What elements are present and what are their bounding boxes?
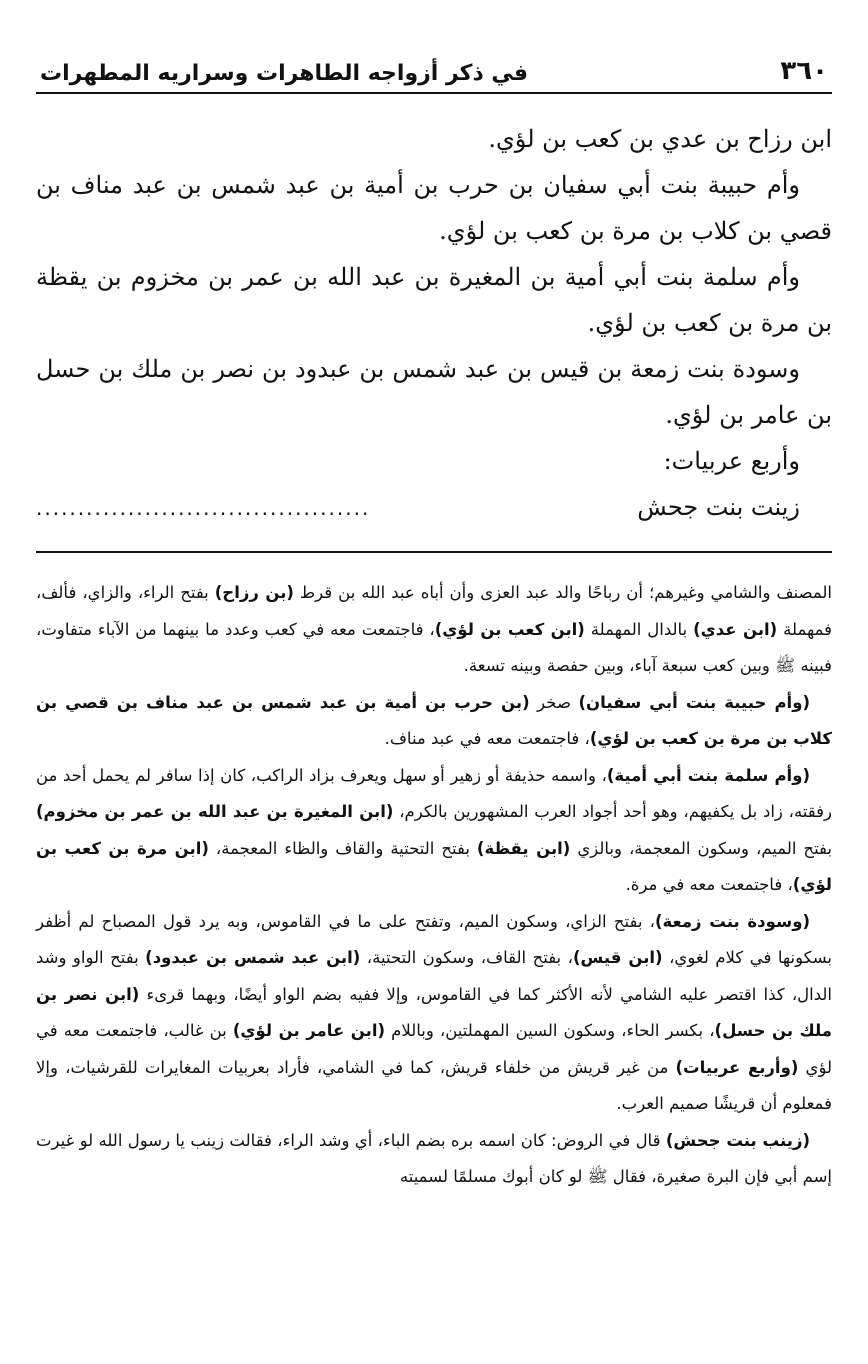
commentary-term: (ابن المغيرة بن عبد الله بن عمر بن مخزوم) <box>36 802 394 821</box>
commentary-term: (ابن مرة بن كعب بن لؤي) <box>36 838 832 894</box>
commentary-term: (ابن يقظة) <box>476 838 571 858</box>
commentary-text: ، فاجتمعت معه في مرة. <box>625 875 793 894</box>
commentary-paragraph <box>36 1123 832 1196</box>
commentary-text: بفتح الميم، وسكون المعجمة، وبالزي <box>570 838 832 858</box>
commentary-paragraph <box>36 685 832 758</box>
commentary-term: (زينب بنت جحش) <box>665 1130 810 1150</box>
commentary-text: بفتح الراء، والزاي، فألف، فمهملة <box>36 583 833 639</box>
commentary-text: بالدال المهملة <box>584 619 694 639</box>
commentary-term: (وأم سلمة بنت أبي أمية) <box>606 765 810 785</box>
commentary-paragraph <box>36 904 832 1123</box>
commentary-text: بن غالب، فاجتمعت معه في لؤي <box>36 1021 832 1077</box>
continuation-dots: ........................................ <box>36 496 371 520</box>
commentary <box>36 575 832 1196</box>
header-rule <box>36 92 832 94</box>
commentary-term: (ابن نصر بن ملك بن حسل) <box>36 984 833 1040</box>
commentary-text: من غير قريش من خلفاء قريش، كما في الشامي، فأراد بعربيات المغايرات للقرشيات، وإلا فمعلوم أن قريشًا صميم العرب. <box>36 1057 832 1113</box>
main-paragraph: ابن رزاح بن عدي بن كعب بن لؤي. <box>488 125 832 153</box>
commentary-text: ، بفتح القاف، وسكون التحتية، <box>360 948 573 967</box>
main-text <box>36 116 832 531</box>
main-paragraph: وأم حبيبة بنت أبي سفيان بن حرب بن أمية بن عبد شمس بن عبد مناف بن قصي بن كلاب بن مرة بن كعب بن لؤي. <box>36 171 832 245</box>
footnote-rule <box>36 551 832 553</box>
running-title: في ذكر أزواجه الطاهرات وسراريه المطهرات <box>40 61 529 86</box>
commentary-term: (ابن عدي) <box>693 619 778 639</box>
commentary-text: ، بفتح الزاي، وسكون الميم، وتفتح على ما في القاموس، وبه يرد قول المصباح لم أظفر بسكونها في كلام لغوي، <box>36 911 833 967</box>
commentary-text: ، فاجتمعت معه في عبد مناف. <box>384 729 590 748</box>
commentary-term: (ابن قيس) <box>572 948 663 967</box>
main-paragraph: وسودة بنت زمعة بن قيس بن عبد شمس بن عبدود بن نصر بن ملك بن حسل بن عامر بن لؤي. <box>36 355 832 429</box>
commentary-term: (ابن كعب بن لؤي) <box>434 619 585 639</box>
main-paragraph: وأربع عربيات: <box>663 447 800 475</box>
commentary-term: (وسودة بنت زمعة) <box>654 911 810 931</box>
commentary-term: (ابن عبد شمس بن عبدود) <box>145 948 361 967</box>
commentary-text: ، فاجتمعت معه في كعب وعدد ما بينهما من الآباء متفاوت، فبينه ﷺ وبين كعب سبعة آباء، وبين حفصة وبينه تسعة. <box>36 619 832 675</box>
commentary-text: بفتح الواو وشد الدال، كذا اقتصر عليه الشامي لأنه الأكثر كما في القاموس، وإلا ففيه بضم الواو أيضًا، وبهما قرىء <box>36 948 832 1004</box>
commentary-text: ، بكسر الحاء، وسكون السين المهملتين، وباللام <box>385 1021 715 1040</box>
commentary-term: (وأربع عربيات) <box>675 1057 799 1077</box>
commentary-term: (وأم حبيبة بنت أبي سفيان) <box>578 692 810 712</box>
page-header <box>36 48 832 86</box>
commentary-text: قال في الروض: كان اسمه بره بضم الباء، أي وشد الراء، فقالت زينب يا رسول الله لو غيرت إسم أبي فإن البرة صغيرة، فقال ﷺ لو كان أبوك مسلمًا لسميته <box>36 1130 832 1186</box>
main-last-line <box>36 484 832 531</box>
commentary-term: (ابن عامر بن لؤي) <box>232 1021 386 1040</box>
commentary-term: (بن رزاح) <box>214 583 294 602</box>
commentary-paragraph <box>36 758 832 904</box>
page-number: ٣٦٠ <box>780 56 828 86</box>
commentary-text: صخر <box>529 692 579 712</box>
commentary-paragraph <box>36 575 832 685</box>
commentary-text: بفتح التحتية والقاف والظاء المعجمة، <box>208 838 477 858</box>
commentary-text: المصنف والشامي وغيرهم؛ أن رباحًا والد عبد العزى وأن أباه عبد الله بن قرط <box>293 583 832 602</box>
commentary-text: ، واسمه حذيفة أو زهير أو سهل ويعرف بزاد الراكب، كان إذا سافر لم يحمل أحد من رفقته، زاد بل يكفيهم، وهو أحد أجواد العرب المشهورين بالكرم، <box>36 765 832 821</box>
main-paragraph: زينت بنت جحش <box>637 493 800 521</box>
commentary-term: (بن حرب بن أمية بن عبد شمس بن عبد مناف بن قصي بن كلاب بن مرة بن كعب بن لؤي) <box>36 692 832 748</box>
main-paragraph: وأم سلمة بنت أبي أمية بن المغيرة بن عبد الله بن عمر بن مخزوم بن يقظة بن مرة بن كعب بن لؤي. <box>36 263 832 337</box>
